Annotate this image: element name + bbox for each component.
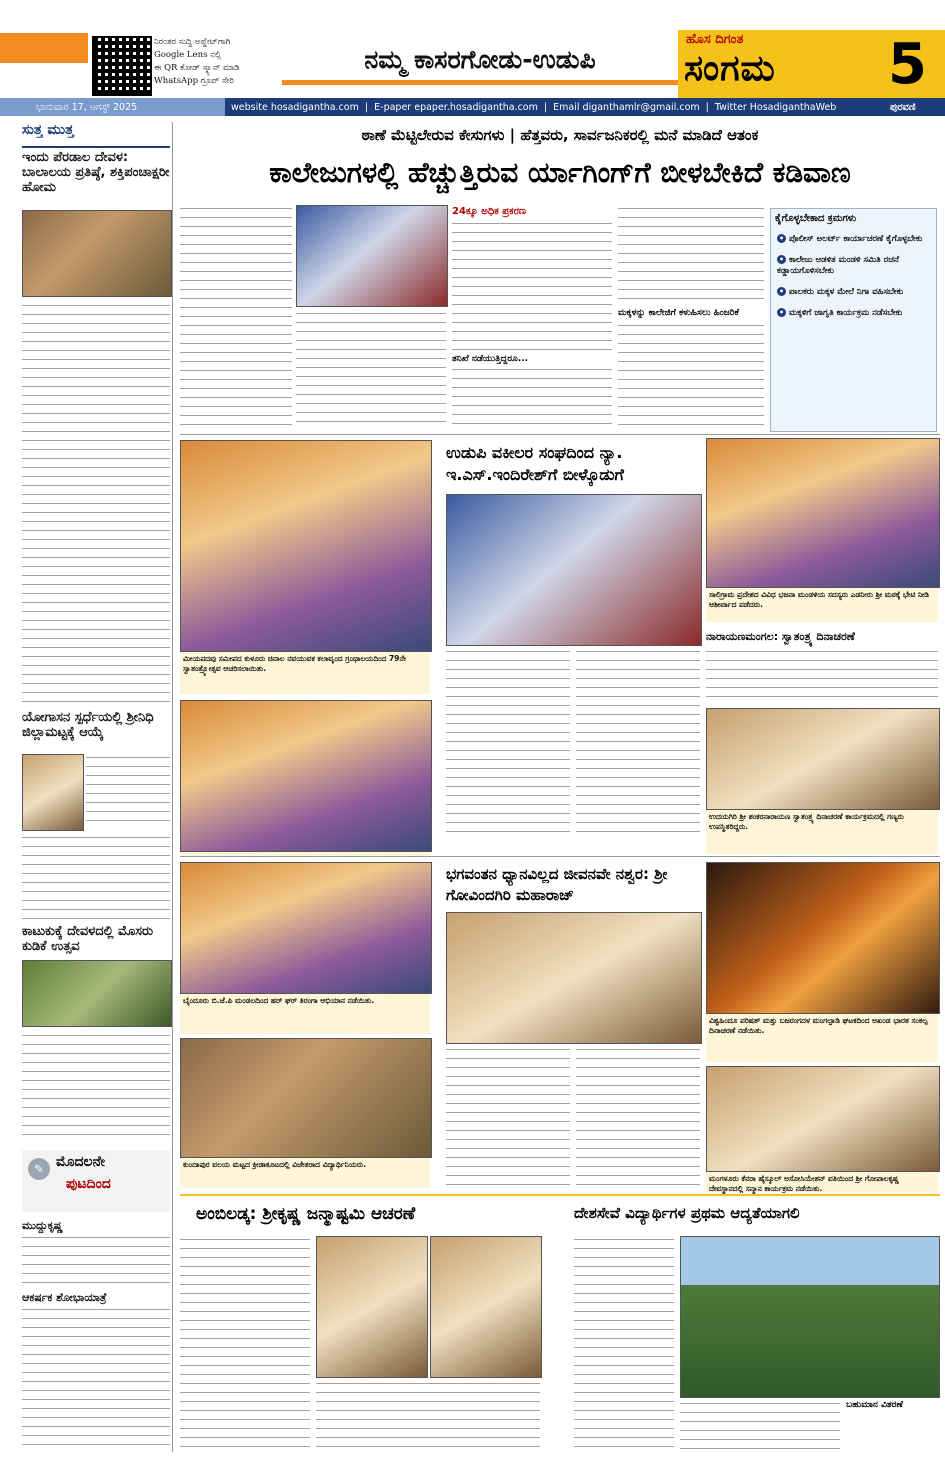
story-subheading: ಬಹುಮಾನ ವಿತರಣೆ: [846, 1400, 903, 1410]
column-logo-modalane-putadinda: ✎ ಮೊದಲನೇ ಪುಟದಿಂದ: [22, 1150, 170, 1212]
ceremony-hall-photo: [706, 708, 940, 810]
lead-body: [452, 366, 612, 430]
story-body: [22, 1234, 170, 1286]
qr-code-icon: [92, 36, 152, 96]
photo-caption: ಬೈಂದೂರು ಬಿ.ಜೆ.ಪಿ ಮಂಡಲದಿಂದ ಹರ್ ಘರ್ ತಿರಂಗಾ ಅಭಿಯಾನ ನಡೆಯಿತು.: [180, 994, 430, 1034]
contact-links: website hosadigantha.com | E-paper epaper.hosadigantha.com | Email diganthamlr@gmail.com | Twitter HosadiganthaWeb: [231, 101, 837, 113]
sidebox-title: ಕೈಗೊಳ್ಳಬೇಕಾದ ಕ್ರಮಗಳು: [775, 213, 857, 224]
story-body: [446, 648, 570, 838]
lead-body: [296, 310, 446, 430]
bullet-icon: •: [778, 308, 785, 317]
epaper-link[interactable]: E-paper epaper.hosadigantha.com: [374, 101, 538, 113]
lead-body: [618, 322, 764, 430]
lead-body: [452, 220, 612, 350]
photo-caption: ಉದಯಗಿರಿ ಶ್ರೀ ಶಂಕರನಾರಾಯಣ ಸ್ವಾತಂತ್ರ್ಯ ದಿನಾಚರಣೆ ಕಾರ್ಯಕ್ರಮದಲ್ಲಿ ಗಣ್ಯರು ಉಪಸ್ಥಿತರಿದ್ದರು.: [706, 810, 938, 854]
story-heading: ಕಾಟುಕುಕ್ಕೆ ದೇವಳದಲ್ಲಿ ಮೊಸರು ಕುಡಿಕೆ ಉತ್ಸವ: [22, 924, 154, 954]
photo-caption: ವಿಶ್ವಹಿಂದೂ ಪರಿಷತ್ ಮತ್ತು ಬಜರಂಗದಳ ಮಂಗಲ್ಪಾಡಿ ಘಟಕದಿಂದ ಅಖಂಡ ಭಾರತ ಸಂಕಲ್ಪ ದಿನಾಚರಣೆ ನಡೆಯಿತು.: [706, 1014, 938, 1062]
story-headline: ಭಗವಂತನ ಧ್ಯಾನವಿಲ್ಲದ ಜೀವನವೇ ನಶ್ವರ: ಶ್ರೀ ಗೋವಿಂದಗಿರಿ ಮಹಾರಾಜ್: [446, 865, 668, 904]
story-headline: ಉಡುಪಿ ವಕೀಲರ ಸಂಘದಿಂದ ನ್ಯಾ. ಇ.ಎಸ್.ಇಂದಿರೇಶ್‌ಗೆ ಬೀಳ್ಕೊಡುಗೆ: [446, 443, 624, 484]
list-item: • ಪೊಲೀಸ್ ಅಲರ್ಟ್ ಕಾರ್ಯಾಚರಣೆ ಕೈಗೊಳ್ಳಬೇಕು: [778, 234, 923, 244]
list-item: • ಪಾಲಕರು ಮಕ್ಕಳ ಮೇಲೆ ನಿಗಾ ವಹಿಸಬೇಕು: [778, 287, 904, 297]
har-ghar-tiranga-photo: [180, 862, 432, 994]
story-body: [446, 1046, 570, 1186]
photo-caption: ಸಾಲಿಗ್ರಾಮ ಪ್ರದೇಶದ ವಿವಿಧ ಭಜನಾ ಮಂಡಳಿಯ ಸದಸ್ಯರು ಎಡನೀರು ಶ್ರೀ ಮಠಕ್ಕೆ ಭೇಟಿ ನೀಡಿ ಆಶೀರ್ವಾದ ಪಡೆದರು.: [706, 588, 938, 622]
lead-headline: ಕಾಲೇಜುಗಳಲ್ಲಿ ಹೆಚ್ಚುತ್ತಿರುವ ರ್ಯಾಗಿಂಗ್‌ಗೆ ಬೀಳಬೇಕಿದೆ ಕಡಿವಾಣ: [269, 156, 851, 189]
lead-subhead: 24ಕ್ಕೂ ಅಧಿಕ ಪ್ರಕರಣ: [452, 206, 526, 217]
lead-body: [180, 205, 292, 430]
supplement-title: ಸಂಗಮ: [684, 48, 776, 89]
list-item: • ಮಕ್ಕಳಿಗೆ ಜಾಗೃತಿ ಕಾರ್ಯಕ್ರಮ ನಡೆಸಬೇಕು: [778, 308, 903, 318]
story-body: [316, 1380, 540, 1450]
story-body: [22, 1032, 170, 1142]
pullout-label: ಪುರವಣಿ: [890, 101, 916, 113]
list-item: • ಕಾಲೇಜು ಆಡಳಿತ ಮಂಡಳಿ ಸಮಿತಿ ರಚನೆ ಕಡ್ಡಾಯಗೊಳಿಸಬೇಕು: [777, 255, 899, 276]
student-parade-photo: [680, 1236, 940, 1398]
twitter-link[interactable]: Twitter HosadiganthaWeb: [714, 101, 837, 113]
story-headline: ನಾರಾಯಣಮಂಗಲ: ಸ್ವಾತಂತ್ರ್ಯ ದಿನಾಚರಣೆ: [706, 630, 855, 643]
story-body: [86, 754, 170, 829]
student-portrait-photo: [22, 754, 84, 831]
divider: [180, 434, 940, 435]
story-heading: ಇಂದು ಪೆರಡಾಲ ದೇವಳ: ಬಾಲಾಲಯ ಪ್ರತಿಷ್ಠೆ, ಶಕ್ತಿಪಂಚಾಕ್ಷರೀ ಹೋಮ: [22, 150, 170, 195]
edition-title: ನಮ್ಮ ಕಾಸರಗೋಡು-ಉಡುಪಿ: [282, 40, 678, 85]
bullet-icon: •: [778, 287, 785, 296]
issue-date: ಭಾನುವಾರ 17, ಆಗಸ್ಟ್ 2025: [0, 98, 225, 116]
temple-festival-photo: [22, 960, 172, 1027]
story-body: [576, 1046, 700, 1186]
masthead: [0, 0, 945, 98]
felicitation-photo: [706, 1066, 940, 1172]
story-body: [680, 1400, 840, 1450]
story-body: [574, 1236, 674, 1451]
bullet-icon: •: [778, 255, 785, 264]
supplement-banner: [678, 30, 945, 98]
bhajan-group-photo: [706, 438, 940, 588]
pencil-icon: ✎: [28, 1158, 50, 1180]
website-link[interactable]: website hosadigantha.com: [231, 101, 359, 113]
story-body: [180, 1236, 310, 1451]
lead-subhead: ಮಕ್ಕಳನ್ನು ಕಾಲೇಜಿಗೆ ಕಳುಹಿಸಲು ಹಿಂಜರಿಕೆ: [618, 308, 739, 318]
story-heading: ಯೋಗಾಸನ ಸ್ಪರ್ಧೆಯಲ್ಲಿ ಶ್ರೀನಿಧಿ ಜಿಲ್ಲಾಮಟ್ಟಕ್ಕೆ ಆಯ್ಕೆ: [22, 710, 154, 740]
lamp-lighting-photo: [446, 912, 702, 1044]
photo-caption: ಮೀಯಪದವು ಸಮೀಪದ ಕುಳೂರು ಚಿನಾಲ ನವಯುವಕ ಕಲಾವೃಂದ ಗ್ರಂಥಾಲಯದಿಂದ 79ನೇ ಸ್ವಾತಂತ್ರ್ಯೋತ್ಸವ ಆಚರಿಸಲಾಯಿತು.: [180, 652, 430, 694]
qr-instructions: ನಿರಂತರ ಸುದ್ದಿ ಅಪ್ಡೇಟ್‌ಗಾಗಿ Google Lens ನಲ್ಲಿ ಈ QR ಕೋಡ್ ಸ್ಕ್ಯಾನ್ ಮಾಡಿ WhatsApp ಗ್ರೂಪ್ ಸೇರಿ: [154, 37, 240, 86]
divider: [180, 856, 940, 857]
story-body: [22, 1306, 170, 1446]
divider: [180, 1194, 940, 1196]
farewell-ceremony-photo: [446, 494, 702, 646]
torch-rally-photo: [706, 862, 940, 1014]
story-body: [576, 648, 700, 838]
bullet-icon: •: [778, 234, 785, 243]
brand-logo: ಹೊಸ ದಿಗಂತ: [686, 32, 744, 47]
email-link[interactable]: Email diganthamlr@gmail.com: [553, 101, 700, 113]
priest-speaker-photo: [316, 1236, 428, 1378]
action-points-box: [770, 208, 937, 432]
audience-photo: [430, 1236, 542, 1378]
story-heading: ಮುದ್ದುಕೃಷ್ಣ: [22, 1219, 63, 1232]
sports-winners-photo: [180, 1038, 432, 1158]
story-headline: ದೇಶಸೇವೆ ವಿದ್ಯಾರ್ಥಿಗಳ ಪ್ರಥಮ ಆದ್ಯತೆಯಾಗಲಿ: [574, 1204, 800, 1222]
photo-caption: ಕುಂದಾಪುರ ವಲಯ ಮಟ್ಟದ ಕ್ರೀಡಾಕೂಟದಲ್ಲಿ ವಿಜೇತರಾದ ವಿದ್ಯಾರ್ಥಿನಿಯರು.: [180, 1158, 430, 1188]
temple-ritual-photo: [22, 210, 172, 297]
ragging-illustration-photo: [296, 205, 448, 307]
section-logo-suttamutta: ಸುತ್ತ ಮುತ್ತ: [22, 122, 170, 148]
info-bar: [0, 98, 945, 116]
tiranga-yatra-photo: [180, 700, 432, 852]
story-headline: ಅಂಬಿಲಡ್ಕ: ಶ್ರೀಕೃಷ್ಣ ಜನ್ಮಾಷ್ಟಮಿ ಆಚರಣೆ: [196, 1204, 416, 1224]
story-body: [706, 648, 938, 704]
lead-kicker: ಠಾಣೆ ಮೆಟ್ಟಿಲೇರುವ ಕೇಸುಗಳು | ಹೆತ್ತವರು, ಸಾರ್ವಜನಿಕರಲ್ಲಿ ಮನೆ ಮಾಡಿದೆ ಆತಂಕ: [361, 126, 759, 144]
story-heading: ಆಕರ್ಷಕ ಶೋಭಾಯಾತ್ರೆ: [22, 1291, 107, 1304]
story-body: [22, 302, 170, 702]
lead-subhead: ತನಿಖೆ ನಡೆಯುತ್ತಿದ್ದರೂ...: [452, 354, 529, 364]
independence-day-photo: [180, 440, 432, 652]
story-body: [22, 834, 170, 919]
lead-body: [618, 205, 764, 305]
left-column: [22, 122, 173, 1452]
masthead-accent-bar: [0, 33, 88, 63]
page-number: 5: [888, 32, 927, 97]
photo-caption: ಮಂಗಳೂರು ಕೆನರಾ ಹೈಸ್ಕೂಲ್ ಅಸೋಸಿಯೇಶನ್ ವತಿಯಿಂದ ಶ್ರೀ ಗೋಪಾಲಕೃಷ್ಣ ದೇವಸ್ಥಾನದಲ್ಲಿ ಸನ್ಮಾನ ಕಾರ್ಯಕ್ರಮ ನಡೆಯಿತು.: [706, 1172, 938, 1192]
